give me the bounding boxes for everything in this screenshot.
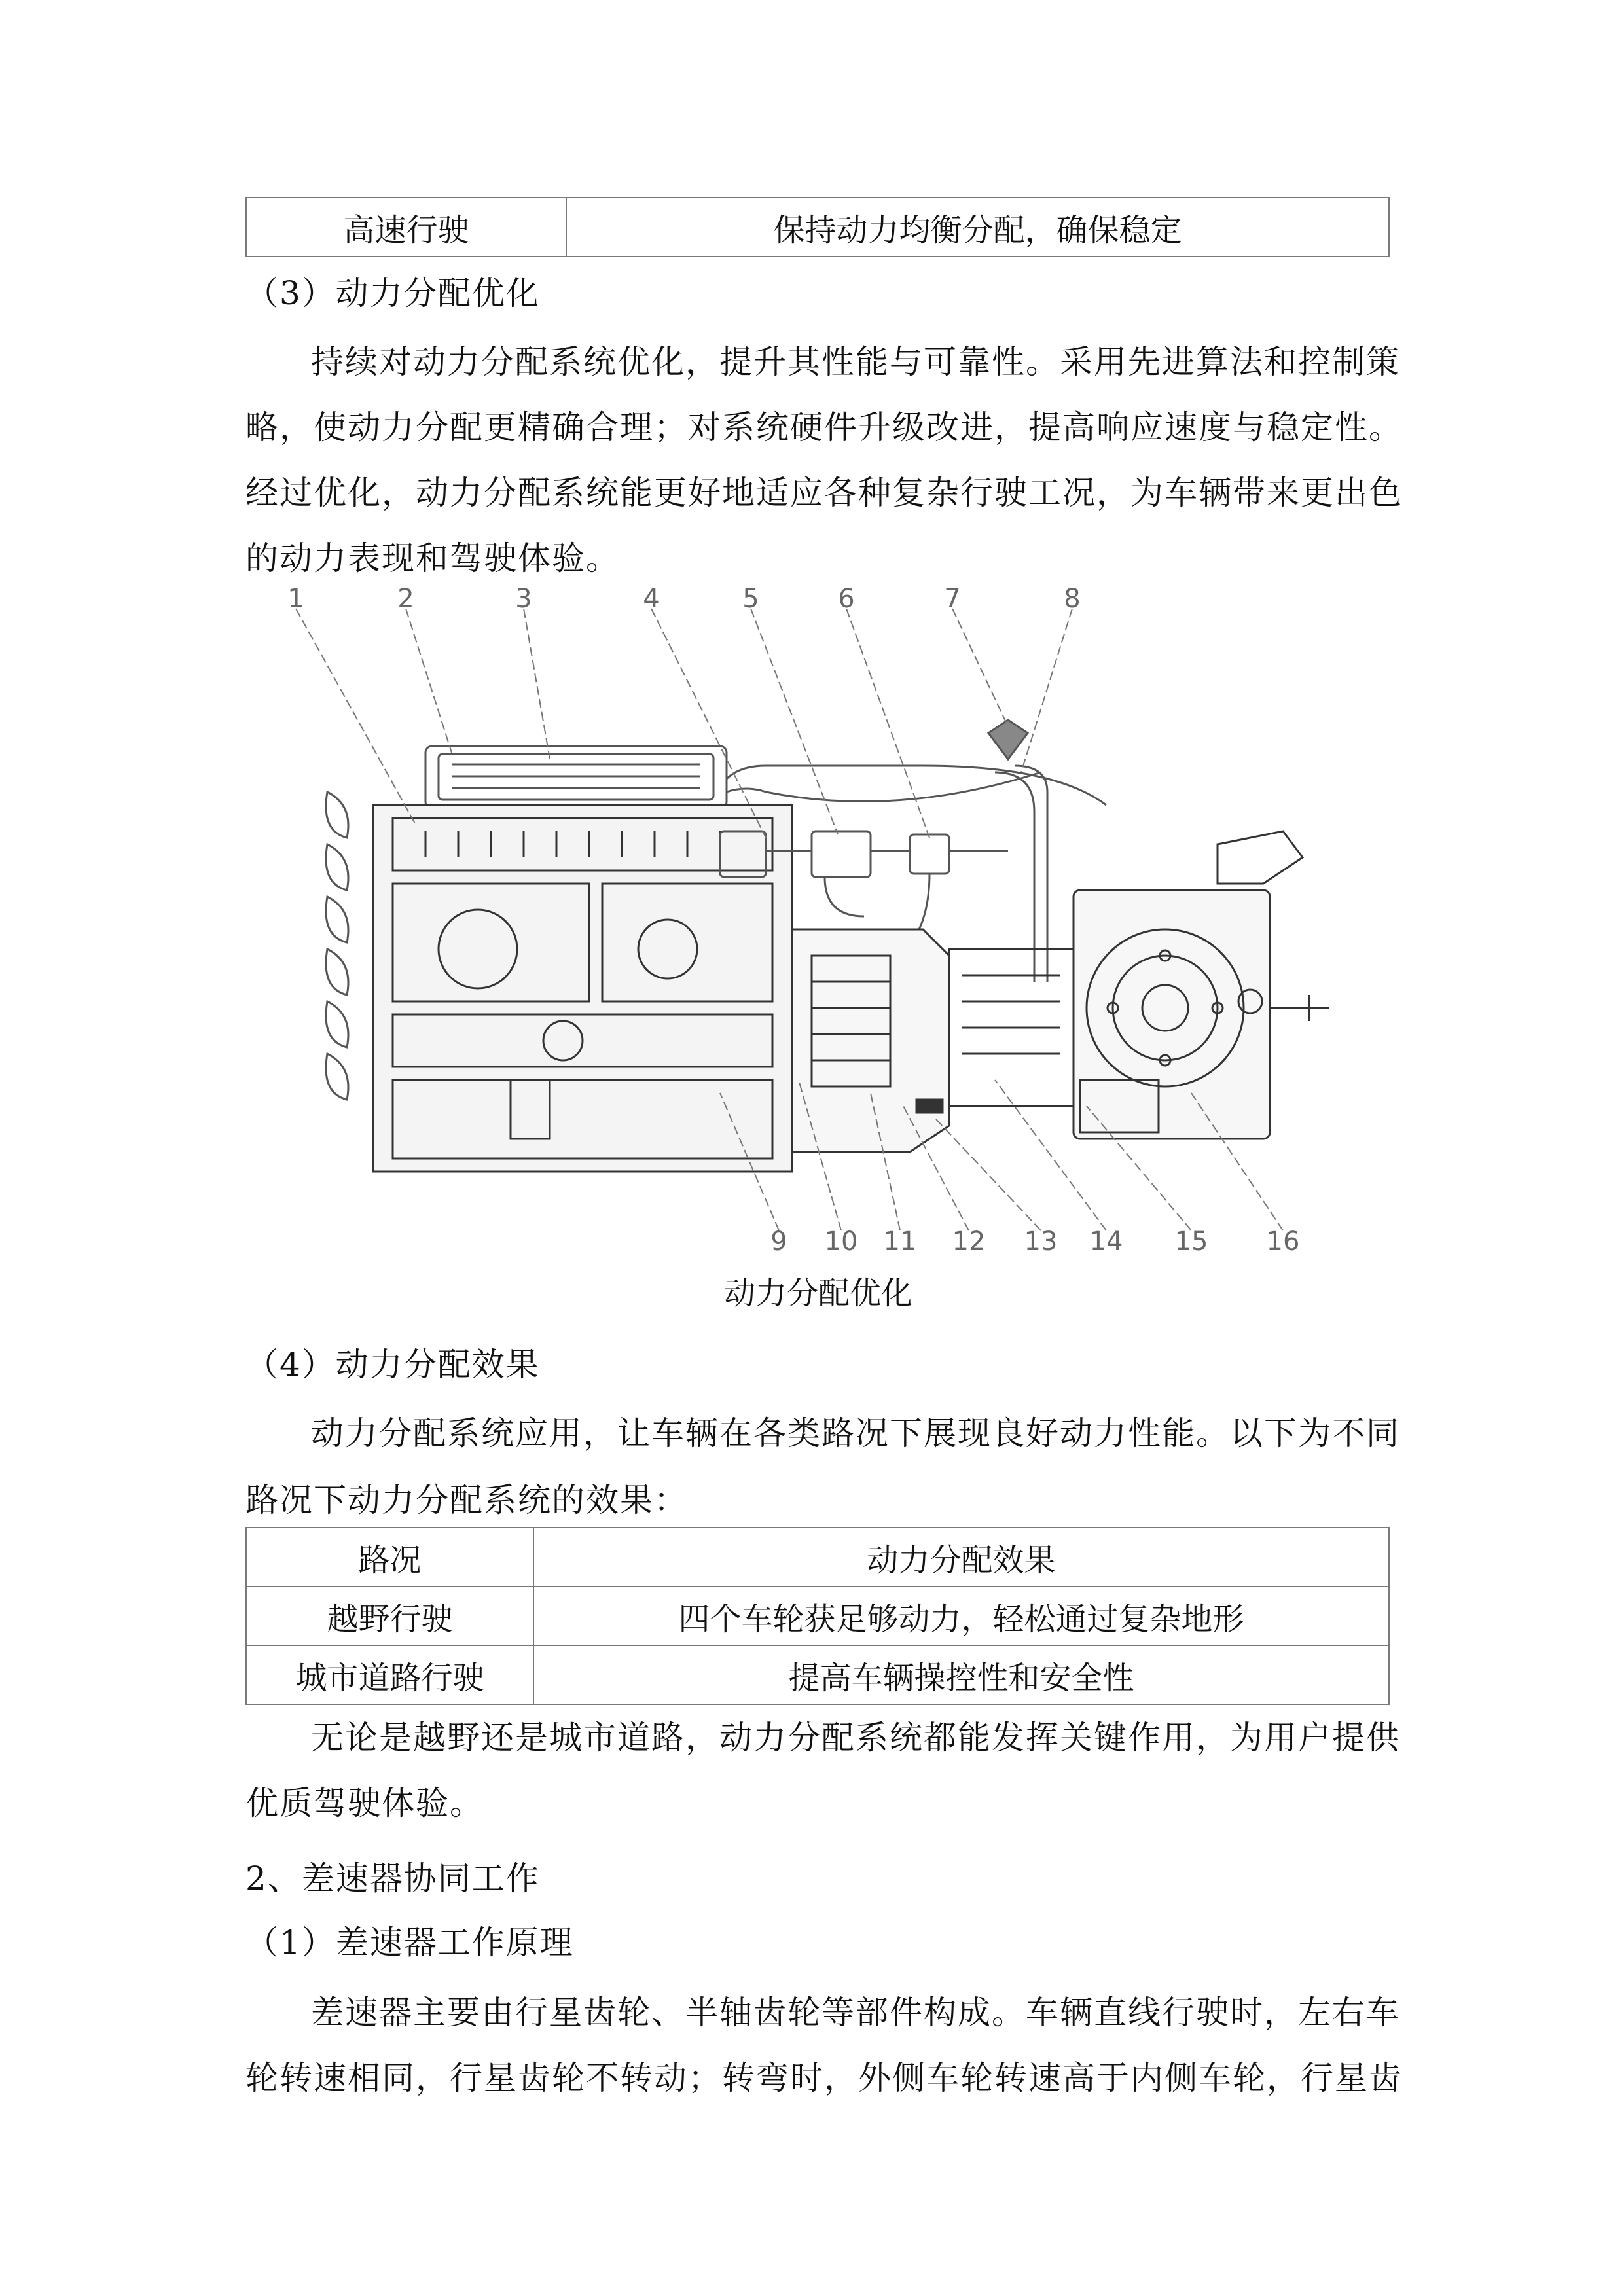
table-header-cell: 动力分配效果 <box>533 1528 1389 1587</box>
callout-number: 3 <box>515 584 532 614</box>
table-row <box>246 1587 1389 1645</box>
valve <box>910 834 949 874</box>
paragraph-line: 差速器主要由行星齿轮、半轴齿轮等部件构成。车辆直线行驶时，左右车 <box>311 1994 1400 2032</box>
gearbox <box>792 929 1074 1152</box>
paragraph-line: 路况下动力分配系统的效果： <box>245 1481 688 1519</box>
paragraph-line: 轮转速相同，行星齿轮不转动；转弯时，外侧车轮转速高于内侧车轮，行星齿 <box>245 2059 1403 2097</box>
table-cell: 四个车轮获足够动力，轻松通过复杂地形 <box>533 1587 1389 1645</box>
callout-number: 11 <box>883 1227 917 1257</box>
callout-number: 16 <box>1266 1227 1300 1257</box>
callout-number: 8 <box>1064 584 1081 614</box>
table-header-row <box>246 1528 1389 1587</box>
engine-block <box>373 805 792 1172</box>
callout-number: 13 <box>1024 1227 1058 1257</box>
table-cell: 高速行驶 <box>246 198 566 257</box>
transfer-case <box>1074 831 1329 1139</box>
callout-number: 4 <box>643 584 660 614</box>
table-cell: 城市道路行驶 <box>246 1645 533 1704</box>
callout-number: 14 <box>1089 1227 1123 1257</box>
paragraph-line: 经过优化，动力分配系统能更好地适应各种复杂行驶工况，为车辆带来更出色 <box>245 474 1403 512</box>
table-row <box>246 198 1389 257</box>
effects-table <box>245 1527 1390 1705</box>
table-cell: 保持动力均衡分配，确保稳定 <box>566 198 1389 257</box>
paragraph-line: 略，使动力分配更精确合理；对系统硬件升级改进，提高响应速度与稳定性。 <box>245 408 1403 446</box>
callout-number: 10 <box>824 1227 858 1257</box>
callout-number: 5 <box>742 584 759 614</box>
engine-diagram <box>262 583 1368 1257</box>
callout-number: 2 <box>397 584 414 614</box>
table-cell: 提高车辆操控性和安全性 <box>533 1645 1389 1704</box>
table-cell: 越野行驶 <box>246 1587 533 1645</box>
paragraph-line: 持续对动力分配系统优化，提升其性能与可靠性。采用先进算法和控制策 <box>311 343 1400 381</box>
table-row <box>246 1645 1389 1704</box>
subsection-heading: （1）差速器工作原理 <box>245 1924 574 1962</box>
leader-lines-top <box>296 609 1072 838</box>
paragraph-line: 动力分配系统应用，让车辆在各类路况下展现良好动力性能。以下为不同 <box>311 1414 1400 1452</box>
callout-number: 15 <box>1174 1227 1208 1257</box>
table-header-cell: 路况 <box>246 1528 533 1587</box>
figure-caption: 动力分配优化 <box>723 1275 912 1312</box>
valve <box>812 831 871 877</box>
callout-number: 12 <box>952 1227 986 1257</box>
paragraph-line: 的动力表现和驾驶体验。 <box>245 539 620 577</box>
callout-number: 6 <box>838 584 855 614</box>
section-heading: （4）动力分配效果 <box>245 1346 540 1384</box>
section-heading: （3）动力分配优化 <box>245 274 540 312</box>
paragraph-line: 优质驾驶体验。 <box>245 1784 484 1822</box>
section-heading: 2、差速器协同工作 <box>245 1859 540 1897</box>
callout-number: 7 <box>944 584 961 614</box>
top-table <box>245 197 1390 257</box>
callout-number: 1 <box>287 584 304 614</box>
fan-blades <box>326 792 348 1100</box>
paragraph-line: 无论是越野还是城市道路，动力分配系统都能发挥关键作用，为用户提供 <box>311 1719 1400 1757</box>
callout-number: 9 <box>770 1227 787 1257</box>
pipe <box>727 772 1041 802</box>
